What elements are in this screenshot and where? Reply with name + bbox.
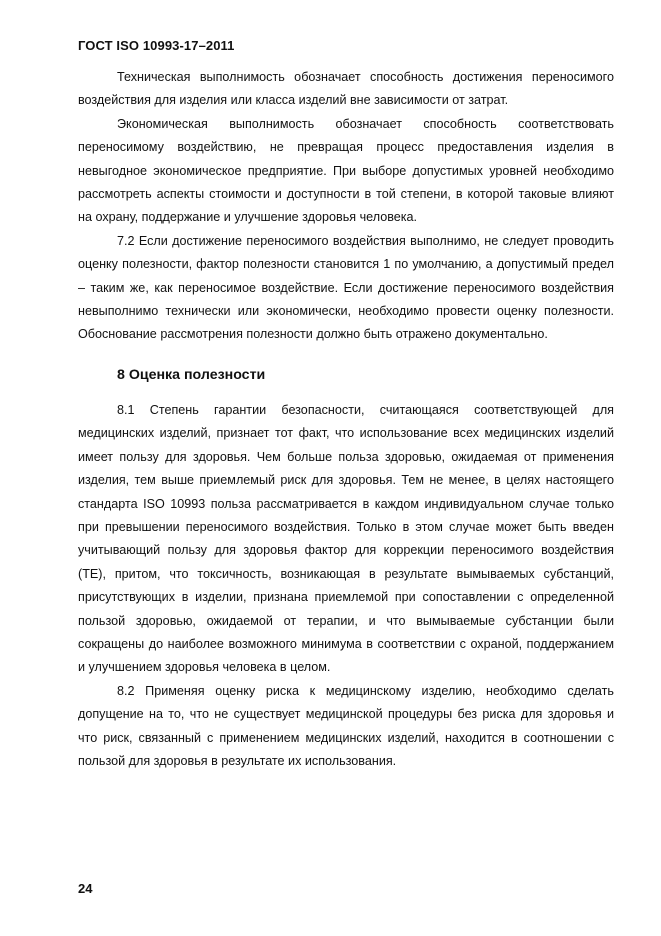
paragraph-7-2: 7.2 Если достижение переносимого воздействия выполнимо, не следует проводить оценку полезности, фактор полезности становится 1 по умолчанию, а допустимый предел – таким же, как переносимое воздействие. Если достижение переносимого воздействия невыполнимо технически или экономически, необходимо провести оценку полезности. Обоснование рассмотрения полезности должно быть отражено документально. <box>78 233 614 342</box>
document-body <box>78 66 614 773</box>
section-heading-8: 8 Оценка полезности <box>117 366 266 383</box>
paragraph-technical-feasibility: Техническая выполнимость обозначает способность достижения переносимого воздействия для изделия или класса изделий вне зависимости от затрат. <box>78 70 614 108</box>
document-header-id: ГОСТ ISO 10993-17–2011 <box>78 38 235 53</box>
page-number: 24 <box>78 881 93 896</box>
paragraph-8-2: 8.2 Применяя оценку риска к медицинскому изделию, необходимо сделать допущение на то, что не существует медицинской процедуры без риска для здоровья и что риск, связанный с применением медицинских изделий, находится в соотношении с пользой для здоровья в результате их использования. <box>78 683 614 768</box>
paragraph-8-1: 8.1 Степень гарантии безопасности, считающаяся соответствующей для медицинских изделий, признает тот факт, что использование всех медицинских изделий имеет пользу для здоровья. Чем больше польза здоровью, ожидаемая от применения изделия, тем выше приемлемый риск для здоровья. Тем не менее, в целях настоящего стандарта ISO 10993 польза рассматривается в каждом индивидуальном случае только при превышении переносимого воздействия. Только в этом случае может быть введен учитывающий пользу для здоровья фактор для коррекции переносимого воздействия (TE), притом, что токсичность, возникающая в результате вымываемых субстанций, присутствующих в изделии, признана приемлемой при сопоставлении с определенной пользой здоровью, ожидаемой от терапии, и что вымываемые субстанции были сокращены до наиболее возможного минимума в соответствии с охраной, поддержанием и улучшением здоровья человека в целом. <box>78 402 614 675</box>
paragraph-economic-feasibility: Экономическая выполнимость обозначает способность соответствовать переносимому воздействию, не превращая процесс предоставления изделия в невыгодное экономическое предприятие. При выборе допустимых уровней необходимо рассмотреть аспекты стоимости и доступности в той степени, в которой таковые влияют на охрану, поддержание и улучшение здоровья человека. <box>78 116 614 225</box>
